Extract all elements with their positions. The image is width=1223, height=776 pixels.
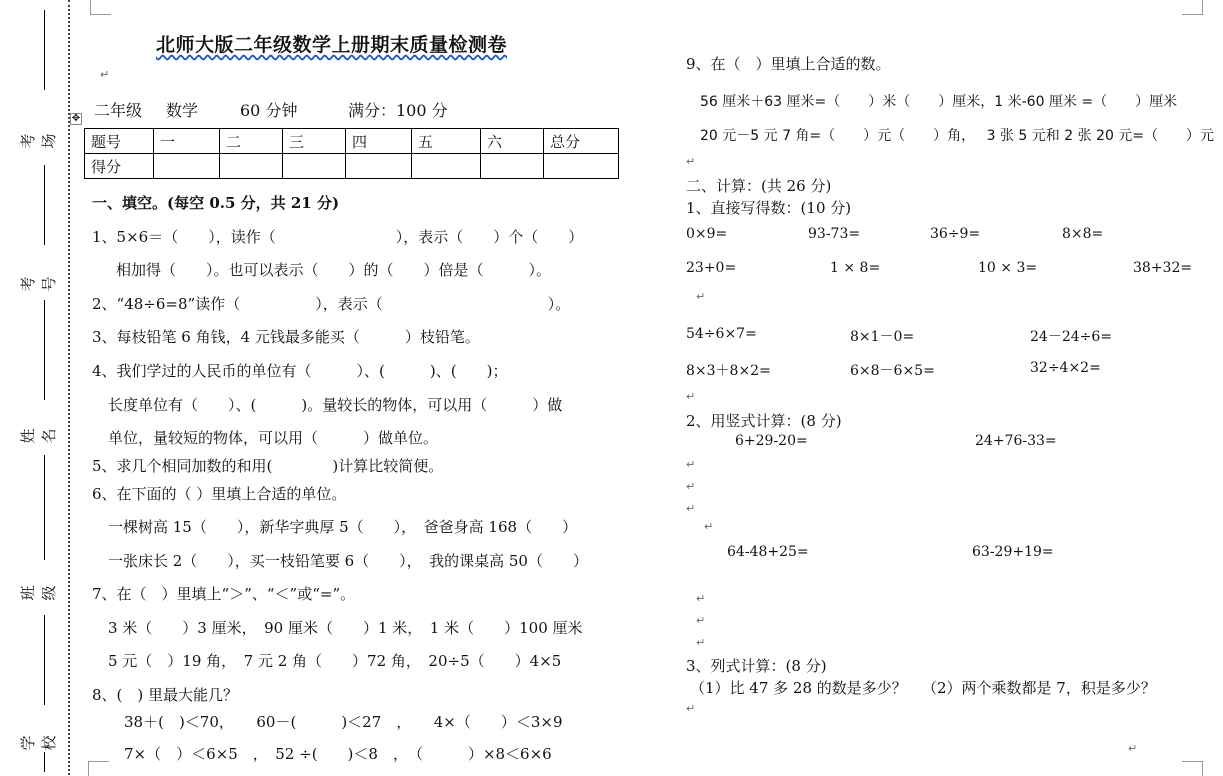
q2-line: 2、“48÷6=8”读作（ ），表示（ ）。 [92,295,571,313]
exam-grade: 二年级 [94,101,143,120]
calc-item: 6×8－6×5= [850,363,935,379]
table-move-handle-icon[interactable]: ✥ [71,113,81,124]
score-header-cell: 二 [220,129,283,154]
paragraph-mark-icon: ↵ [100,68,110,81]
binding-label-school: 学校 [19,735,58,751]
score-table-score-row [85,154,619,179]
score-header-cell: 题号 [85,129,154,154]
q6-line-cont2: 一张床长 2（ ），买一枝铅笔要 6（ ）， 我的课桌高 50（ ） [108,552,588,570]
paragraph-mark-icon: ↵ [704,520,714,533]
calc-item: 8×8= [1062,226,1104,242]
q8-line-cont: 38＋( )＜70， 60－( )＜27 ， 4×（ ）＜3×9 [124,713,563,731]
q4-line-cont2: 单位，量较短的物体，可以用（ ）做单位。 [108,429,439,447]
paragraph-mark-icon: ↵ [696,290,706,303]
q1-line-cont: 相加得（ ）。也可以表示（ ）的（ ）倍是（ ）。 [116,261,552,279]
score-cell[interactable] [220,154,283,179]
binding-label-name: 姓名 [19,428,58,444]
q9-heading: 9、在（ ）里填上合适的数。 [686,55,891,73]
binding-line [44,615,45,705]
paragraph-mark-icon: ↵ [686,702,696,715]
calc-item: 93-73= [808,226,861,242]
calc-item: 8×3＋8×2= [686,363,771,379]
binding-strip [0,0,70,775]
binding-line [44,300,45,400]
q7-line-cont: 3 米（ ）3 厘米， 90 厘米（ ）1 米， 1 米（ ）100 厘米 [108,619,583,637]
score-header-cell: 总分 [544,129,619,154]
paragraph-mark-icon: ↵ [686,458,696,471]
vertical-calc-item: 24+76-33= [975,433,1057,449]
q9-line: 20 元－5 元 7 角=（ ）元（ ）角， 3 张 5 元和 2 张 20 元=（ ）元 [700,128,1215,144]
score-cell[interactable] [346,154,412,179]
vertical-calc-item: 6+29-20= [735,433,808,449]
part2-sub3: 3、列式计算：(8 分) [686,657,827,675]
score-cell[interactable] [544,154,619,179]
q8-line-cont2: 7×（ ）＜6×5 ， 52 ÷( )＜8 ， （ ）×8＜6×6 [124,745,552,763]
binding-line [44,10,45,90]
word-problem-2: （2）两个乘数都是 7，积是多少？ [922,679,1156,697]
calc-item: 54÷6×7= [686,326,757,342]
vertical-calc-item: 63-29+19= [972,544,1054,560]
paragraph-mark-icon: ↵ [686,390,696,403]
score-header-cell: 一 [154,129,220,154]
score-cell[interactable] [412,154,481,179]
paragraph-mark-icon: ↵ [1128,742,1138,755]
paragraph-mark-icon: ↵ [686,502,696,515]
score-header-cell: 五 [412,129,481,154]
paragraph-mark-icon: ↵ [696,614,706,627]
calc-item: 32÷4×2= [1030,360,1101,376]
calc-item: 1 × 8= [830,260,881,276]
calc-item: 23+0= [686,260,737,276]
score-table-header-row [85,129,619,154]
q4-line-cont: 长度单位有（ ）、( )。量较长的物体，可以用（ ）做 [108,396,563,414]
part2-sub2: 2、用竖式计算：(8 分) [686,412,842,430]
score-table [84,128,619,179]
q4-line: 4、我们学过的人民币的单位有（ ）、( )、( )； [92,362,508,380]
exam-full-score: 满分：100 分 [348,101,448,120]
score-cell[interactable] [154,154,220,179]
q7-line-cont2: 5 元（ ）19 角， 7 元 2 角（ ）72 角， 20÷5（ ）4×5 [108,652,562,670]
q6-line-cont: 一棵树高 15（ ），新华字典厚 5（ ）， 爸爸身高 168（ ） [108,518,578,536]
crop-mark [1182,0,1203,15]
part2-heading: 二、计算：(共 26 分) [686,177,832,195]
calc-item: 8×1－0= [850,329,915,345]
crop-mark [88,761,109,776]
score-row-label: 得分 [85,154,154,179]
word-problem-1: （1）比 47 多 28 的数是多少？ [690,679,907,697]
vertical-calc-item: 64-48+25= [727,544,809,560]
page-title: 北师大版二年级数学上册期末质量检测卷 [156,34,508,56]
calc-item: 10 × 3= [978,260,1038,276]
q3-line: 3、每枝铅笔 6 角钱，4 元钱最多能买（ ）枝铅笔。 [92,328,480,346]
calc-item: 24－24÷6= [1030,329,1112,345]
score-header-cell: 三 [283,129,346,154]
paragraph-mark-icon: ↵ [686,480,696,493]
score-cell[interactable] [481,154,544,179]
crop-mark [1182,761,1203,776]
q5-line: 5、求几个相同加数的和用( )计算比较简便。 [92,457,444,475]
paragraph-mark-icon: ↵ [696,636,706,649]
q1-line: 1、5×6＝（ ），读作（ ），表示（ ）个（ ） [92,228,584,246]
exam-time: 60 分钟 [240,101,298,120]
binding-label-exam-room: 考场 [19,133,58,149]
paragraph-mark-icon: ↵ [686,155,696,168]
crop-mark [90,0,111,15]
q9-line: 56 厘米＋63 厘米=（ ）米（ ）厘米，1 米-60 厘米 =（ ）厘米 [700,94,1178,110]
score-header-cell: 四 [346,129,412,154]
q8-line: 8、( ) 里最大能几？ [92,686,239,704]
part2-sub1: 1、直接写得数：(10 分) [686,199,852,217]
score-cell[interactable] [283,154,346,179]
binding-line [44,455,45,560]
binding-line [44,752,45,772]
binding-line [44,165,45,245]
binding-label-exam-number: 考号 [19,276,58,292]
binding-label-class: 班级 [19,585,58,601]
paragraph-mark-icon: ↵ [696,592,706,605]
q6-line: 6、在下面的（ ）里填上合适的单位。 [92,485,347,503]
part1-heading: 一、填空。(每空 0.5 分，共 21 分) [92,194,340,212]
calc-item: 36÷9= [930,226,981,242]
score-header-cell: 六 [481,129,544,154]
calc-item: 38+32= [1133,260,1193,276]
q7-line: 7、在（ ）里填上“＞”、“＜”或“=”。 [92,585,356,603]
exam-subject: 数学 [166,101,199,120]
calc-item: 0×9= [686,226,728,242]
